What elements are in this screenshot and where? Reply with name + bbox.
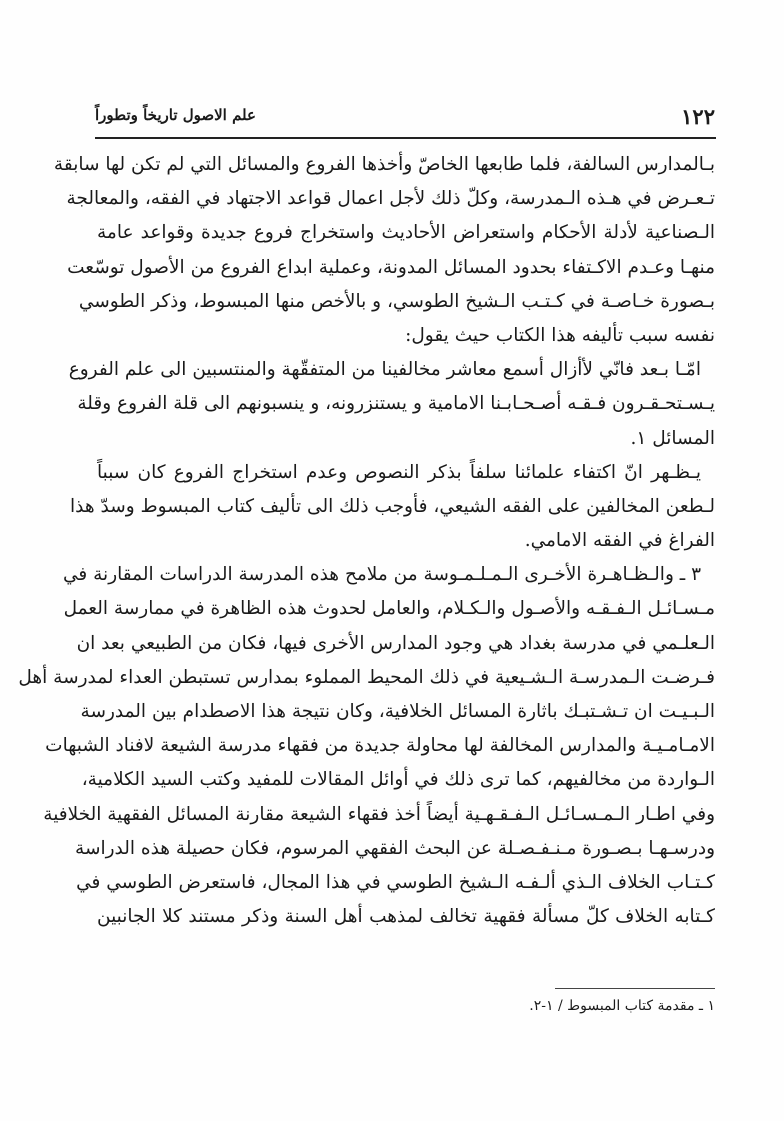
text-line: مـسـائـل الـفـقـه والأصـول والـكـلام، والعامل لحدوث هذه الظاهرة في ممارسة العمل — [63, 598, 715, 620]
text-line: منهـا وعـدم الاكـتفاء بحدود المسائل المدونة، وعملية ابداع الفروع من الأصول توسّعت — [67, 256, 715, 278]
text-line: الـعلـمي في مدرسة بغداد هي وجود المدارس الأخرى فيها، فكان من الطبيعي بعد ان — [76, 632, 715, 654]
quote-line: المسائل ١. — [630, 427, 715, 449]
text-line: لـطعن المخالفين على الفقه الشيعي، فأوجب ذلك الى تأليف كتاب المبسوط وسدّ هذا — [70, 495, 715, 517]
page-number: ١٢٢ — [681, 104, 715, 129]
text-line: الفراغ في الفقه الامامي. — [524, 530, 715, 552]
text-line: كـتـاب الخلاف الـذي ألـفـه الـشيخ الطوسي في هذا المجال، فاستعرض الطوسي في — [76, 871, 715, 893]
page-header — [95, 104, 715, 136]
quote-line: يـسـتحـقـرون فـقـه أصـحـابـنا الامامية و يستنزرونه، و ينسبونهم الى قلة الفروع وقلة — [77, 393, 715, 415]
text-line: الامـامـيـة والمدارس المخالفة لها محاولة جديدة من فقهاء مدرسة الشيعة لافناد الشبهات — [45, 735, 715, 757]
footnote: ١ ـ مقدمة كتاب المبسوط / ١-٢. — [529, 998, 715, 1014]
text-line: الـبـيـت ان تـشـتبـك باثارة المسائل الخلافية، وكان نتيجة هذا الاصطدام بين المدرسة — [80, 701, 715, 722]
text-line: ٣ ـ والـظـاهـرة الأخـرى الـمـلـمـوسة من ملامح هذه المدرسة الدراسات المقارنة في — [63, 564, 701, 586]
text-line: كـتابه الخلاف كلّ مسألة فقهية تخالف لمذهب أهل السنة وذكر مستند كلا الجانبين — [97, 906, 715, 928]
text-line: وفي اطـار الـمـسـائـل الـفـقـهـية أيضاً أخذ فقهاء الشيعة مقارنة المسائل الفقهية الخلافية — [43, 803, 715, 825]
text-line: الـصناعية لأدلة الأحكام واستعراض الأحاديث واستخراج فروع جديدة وقواعد عامة — [97, 222, 715, 244]
text-line: ودرسـهـا بـصـورة مـنـفـصـلة عن البحث الفقهي المرسوم، فكان حصيلة هذه الدراسة — [75, 837, 715, 859]
text-line: الـواردة من مخالفيهم، كما ترى ذلك في أوائل المقالات للمفيد وكتب السيد الكلامية، — [81, 769, 715, 791]
text-line: يـظـهر انّ اكتفاء علمائنا سلفاً بذكر النصوص وعدم استخراج الفروع كان سبباً — [97, 461, 701, 483]
footnote-rule — [555, 988, 715, 989]
text-line: بـالمدارس السالفة، فلما طابعها الخاصّ وأخذها الفروع والمسائل التي لم تكن لها سابقة — [53, 154, 715, 175]
text-line: فـرضـت الـمدرسـة الـشـيعية في ذلك المحيط المملوء بمدارس تستبطن العداء لمدرسة أهل — [18, 666, 715, 688]
body-text — [18, 148, 715, 934]
text-line: نفسه سبب تأليفه هذا الكتاب حيث يقول: — [405, 324, 715, 346]
text-line: تـعـرض في هـذه الـمدرسة، وكلّ ذلك لأجل اعمال قواعد الاجتهاد في الفقه، والمعالجة — [66, 188, 715, 210]
running-title: علم الاصول تاريخاً وتطوراً — [95, 106, 256, 124]
header-rule — [95, 137, 716, 139]
text-line: بـصورة خـاصـة في كـتـب الـشيخ الطوسي، و بالأخص منها المبسوط، وذكر الطوسي — [78, 290, 715, 312]
quote-line: امّـا بـعد فانّي لأأزال أسمع معاشر مخالفينا من المتفقّهة والمنتسبين الى علم الفروع — [68, 359, 701, 381]
